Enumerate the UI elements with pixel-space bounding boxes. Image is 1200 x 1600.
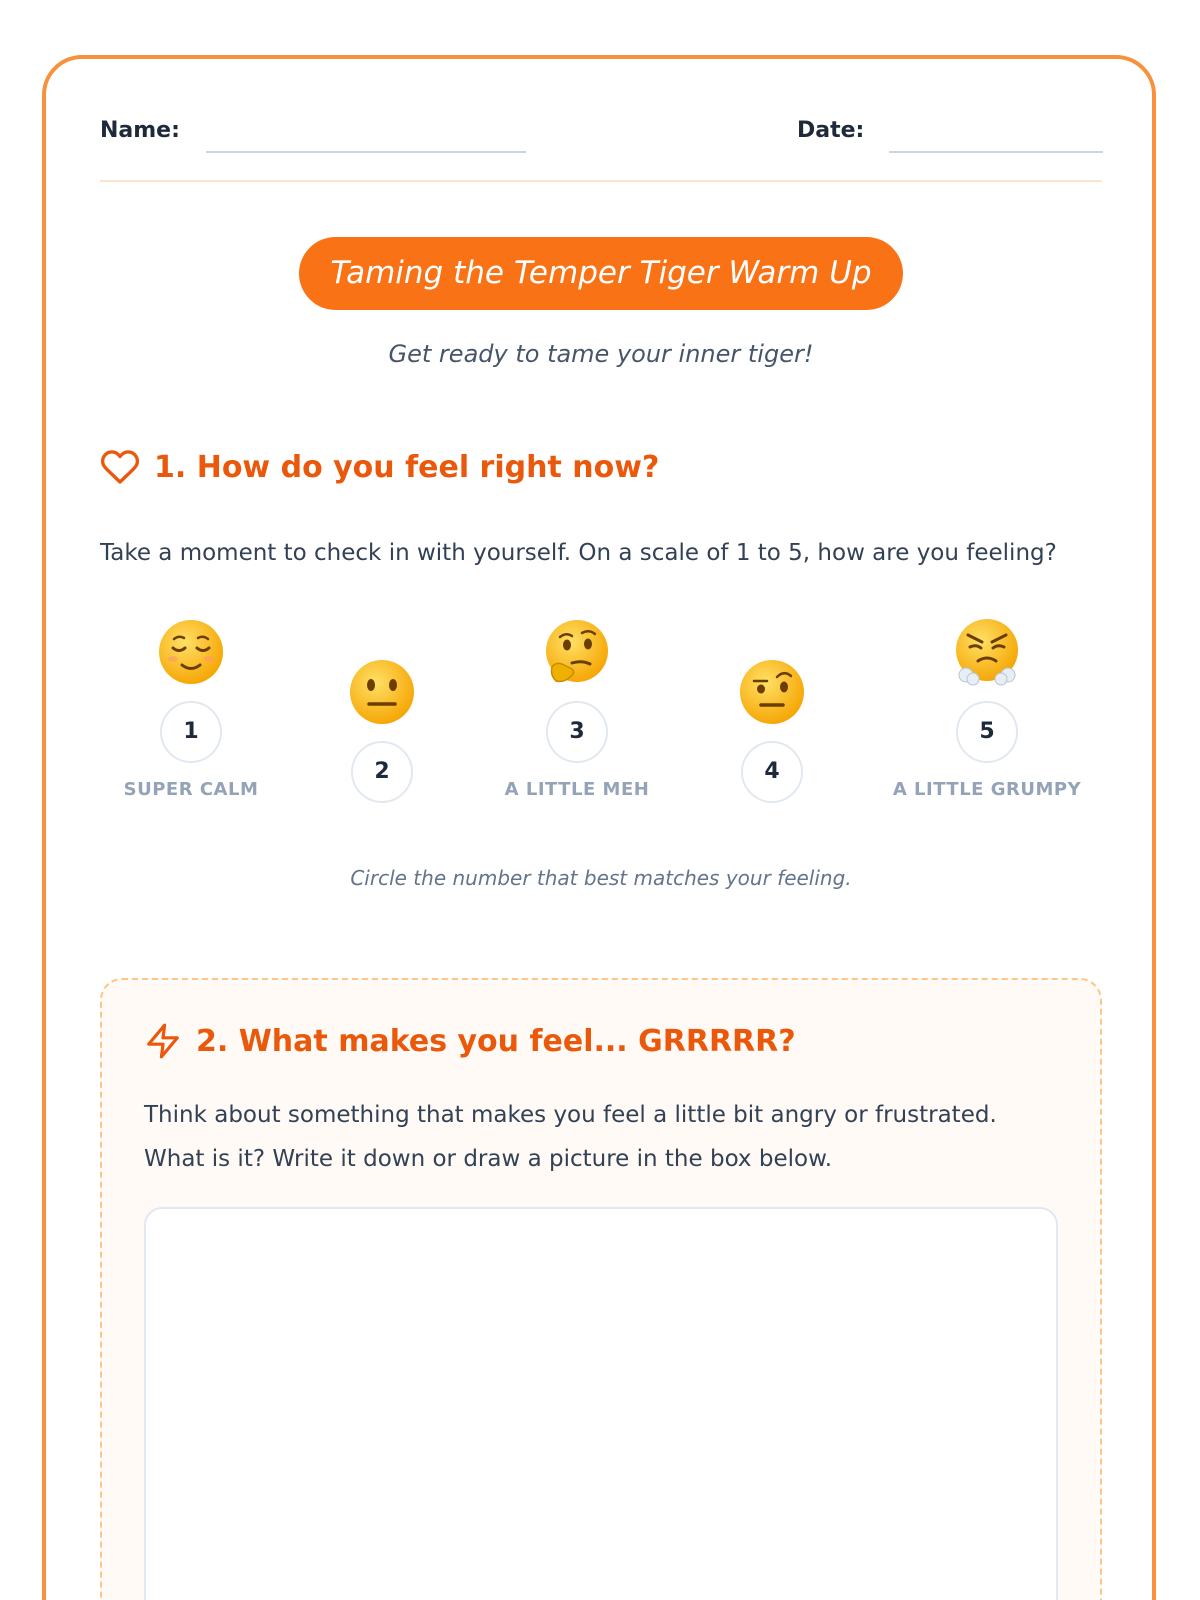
name-field[interactable] bbox=[206, 151, 526, 153]
scale-label-3: A LITTLE MEH bbox=[504, 779, 650, 800]
scale-option-1[interactable] bbox=[91, 617, 291, 800]
worksheet-title: Taming the Temper Tiger Warm Up bbox=[299, 237, 903, 310]
section1-prompt: Take a moment to check in with yourself. On a scale of 1 to 5, how are you feeling? bbox=[100, 540, 1057, 566]
section1-title: 1. How do you feel right now? bbox=[154, 449, 660, 485]
raised-eyebrow-face-icon bbox=[737, 657, 807, 727]
scale-number-5[interactable]: 5 bbox=[956, 701, 1018, 763]
scale-number-3[interactable]: 3 bbox=[546, 701, 608, 763]
relieved-face-icon bbox=[156, 617, 226, 687]
scale-number-1[interactable]: 1 bbox=[160, 701, 222, 763]
scale-label-1: SUPER CALM bbox=[123, 779, 259, 800]
worksheet-subtitle: Get ready to tame your inner tiger! bbox=[388, 340, 814, 368]
section2-prompt-line2: What is it? Write it down or draw a picture in the box below. bbox=[144, 1146, 833, 1172]
scale-option-2[interactable] bbox=[282, 657, 482, 819]
steaming-face-icon bbox=[952, 617, 1022, 687]
date-label: Date: bbox=[797, 118, 865, 143]
name-label: Name: bbox=[100, 118, 180, 143]
scale-number-4[interactable]: 4 bbox=[741, 741, 803, 803]
section1-heading bbox=[100, 447, 659, 487]
section2-title: 2. What makes you feel... GRRRRR? bbox=[196, 1023, 796, 1059]
drawing-answer-box[interactable] bbox=[144, 1207, 1058, 1600]
header-divider bbox=[100, 180, 1102, 182]
section2-heading bbox=[144, 1022, 796, 1060]
scale-option-4[interactable] bbox=[672, 657, 872, 819]
lightning-icon bbox=[144, 1022, 182, 1060]
thinking-face-icon bbox=[542, 617, 612, 687]
section2-prompt-line1: Think about something that makes you feel a little bit angry or frustrated. bbox=[144, 1102, 997, 1128]
heart-icon bbox=[100, 447, 140, 487]
scale-option-5[interactable] bbox=[887, 617, 1087, 800]
scale-number-2[interactable]: 2 bbox=[351, 741, 413, 803]
section1-hint: Circle the number that best matches your feeling. bbox=[350, 866, 852, 890]
neutral-face-icon bbox=[347, 657, 417, 727]
scale-option-3[interactable] bbox=[477, 617, 677, 800]
scale-label-5: A LITTLE GRUMPY bbox=[892, 779, 1082, 800]
date-field[interactable] bbox=[889, 151, 1103, 153]
